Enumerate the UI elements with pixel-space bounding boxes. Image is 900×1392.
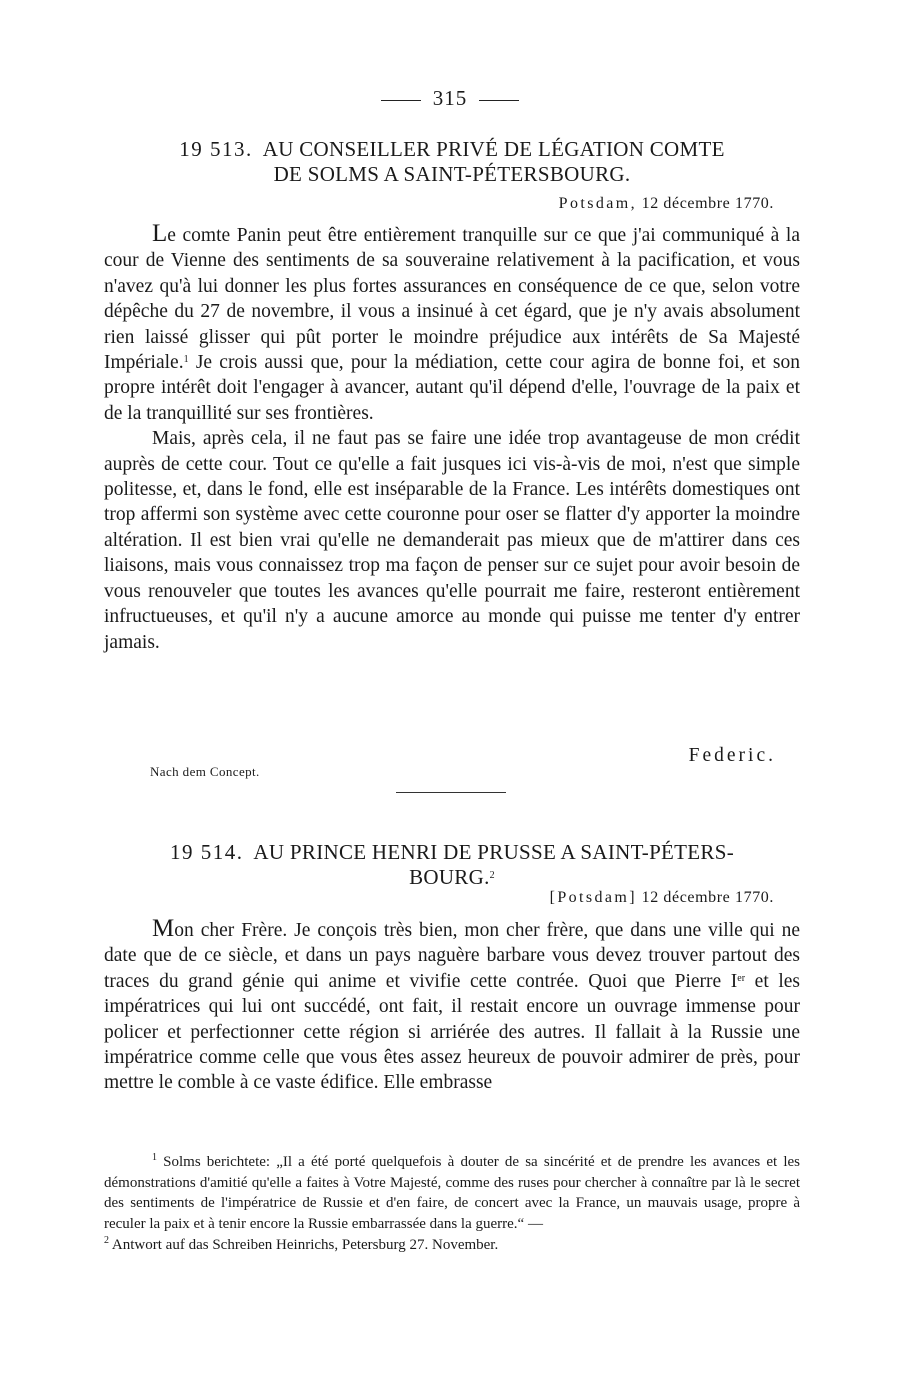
letter-2-heading bbox=[104, 840, 800, 890]
letter-2-date: 12 décembre 1770. bbox=[641, 889, 774, 906]
letter-2-number: 19 514. bbox=[169, 840, 244, 864]
footnote-ref-2: 2 bbox=[489, 870, 495, 881]
letter-1-paragraph-1-text: e comte Panin peut être entièrement tranquille sur ce que j'ai communiqué à la cour de Vienne des sentiments de sa souveraine relativement à la pacification, et vous n'avez qu'à lui donner les plus fortes assurances en conséquence de ce que, selon votre dépêche du 27 de novembre, il vous a insinué à cet égard, que je n'y avais absolument rien laissé glisser qui pût porter le moindre préjudice aux intérêts de Sa Majesté Impériale. bbox=[104, 225, 800, 374]
letter-1-body bbox=[104, 221, 800, 655]
header-dash-right bbox=[479, 100, 519, 101]
letter-1-dateline bbox=[559, 195, 774, 213]
ordinal-superscript: er bbox=[737, 972, 746, 984]
page-number: 315 bbox=[432, 86, 468, 110]
footnote-1-mark: 1 bbox=[152, 1152, 157, 1163]
letter-2-paragraph-1 bbox=[104, 916, 800, 1096]
letter-2-paragraph-1-text-b: et les impératrices qui lui ont succédé, ont fait, il restait encore un ouvrage immense pour policer et perfectionner cette région si arriérée des autres. Il fallait à la Russie une impératrice comme celle que vous êtes assez heureux de pouvoir admirer de près, pour mettre le comble à ce vaste édifice. Elle embrasse bbox=[104, 970, 801, 1094]
letter-1-number: 19 513. bbox=[179, 137, 253, 161]
letter-2-place: [Potsdam] bbox=[549, 889, 637, 906]
letter-1-title-line-1: AU CONSEILLER PRIVÉ DE LÉGATION COMTE bbox=[262, 137, 725, 161]
letter-1-source-note: Nach dem Concept. bbox=[150, 764, 260, 779]
header-dash-left bbox=[381, 100, 421, 101]
footnote-2 bbox=[104, 1235, 800, 1256]
letter-2-paragraph-1-text-a: on cher Frère. Je conçois très bien, mon cher frère, que dans une ville qui ne date que de ce siècle, et dans un pays naguère barbare vous devez trouver partout des traces du grand génie qui anime et vivifie cette contrée. Quoi que Pierre I bbox=[104, 920, 800, 992]
letter-2-title-line-1: AU PRINCE HENRI DE PRUSSE A SAINT-PÉTERS- bbox=[253, 840, 735, 864]
letter-2-body bbox=[104, 916, 800, 1096]
section-divider bbox=[396, 792, 506, 793]
footnote-1 bbox=[104, 1152, 800, 1235]
letter-1-paragraph-1-continued: Je crois aussi que, pour la médiation, cette cour agira de bonne foi, et son propre intérêt doit l'engager à avancer, autant qu'il dépend d'elle, l'ouvrage de la paix et de la tranquillité sur ses frontières. bbox=[104, 352, 800, 424]
footnotes bbox=[104, 1152, 800, 1256]
letter-1-date: 12 décembre 1770. bbox=[641, 195, 774, 212]
letter-1-heading bbox=[104, 137, 800, 187]
letter-1-paragraph-2: Mais, après cela, il ne faut pas se faire une idée trop avantageuse de mon crédit auprès de cette cour. Tout ce qu'elle a fait jusques ici vis-à-vis de moi, n'est que simple politesse, et, dans le fond, elle est inséparable de la France. Les intérêts domestiques ont trop affermi son système avec cette couronne pour oser se flatter d'y apporter la moindre altération. Il est bien vrai qu'elle ne demanderait pas mieux que de m'attirer dans ces liaisons, mais vous connaissez trop ma façon de penser sur ce sujet pour avoir besoin de vous renouveler que toutes les avances qu'elle pourrait me faire, resteront entièrement infructueuses, et qu'il n'y a aucune amorce au monde qui puisse me tenter d'y entrer jamais. bbox=[104, 428, 800, 653]
letter-1-signature: Federic. bbox=[688, 745, 776, 766]
footnote-ref-1: 1 bbox=[183, 354, 189, 366]
running-header bbox=[0, 86, 900, 111]
footnote-2-text: Antwort auf das Schreiben Heinrichs, Petersburg 27. November. bbox=[109, 1236, 499, 1253]
letter-1-paragraph-1 bbox=[104, 221, 800, 426]
letter-1-title-line-2: DE SOLMS A SAINT-PÉTERSBOURG. bbox=[273, 162, 631, 186]
letter-2-title-line-2: BOURG. bbox=[409, 865, 490, 889]
letter-2-dropcap: M bbox=[152, 915, 175, 942]
letter-1-place: Potsdam, bbox=[558, 195, 637, 212]
letter-2-dateline bbox=[550, 889, 774, 907]
footnote-1-text: Solms berichtete: „Il a été porté quelquefois à douter de sa sincérité et de prendre les avances et les démonstrations d'amitié qu'elle a faites à Votre Majesté, comme des ruses pour chercher à connaître par là le secret des sentiments de l'impératrice de Russie et d'en faire, de concert avec la France, un mauvais usage, propre à reculer la paix et à tenir encore la Russie embarrassée dans la guerre.“ — bbox=[104, 1154, 800, 1233]
letter-1-dropcap: L bbox=[152, 220, 168, 247]
footnote-2-mark: 2 bbox=[104, 1234, 109, 1246]
